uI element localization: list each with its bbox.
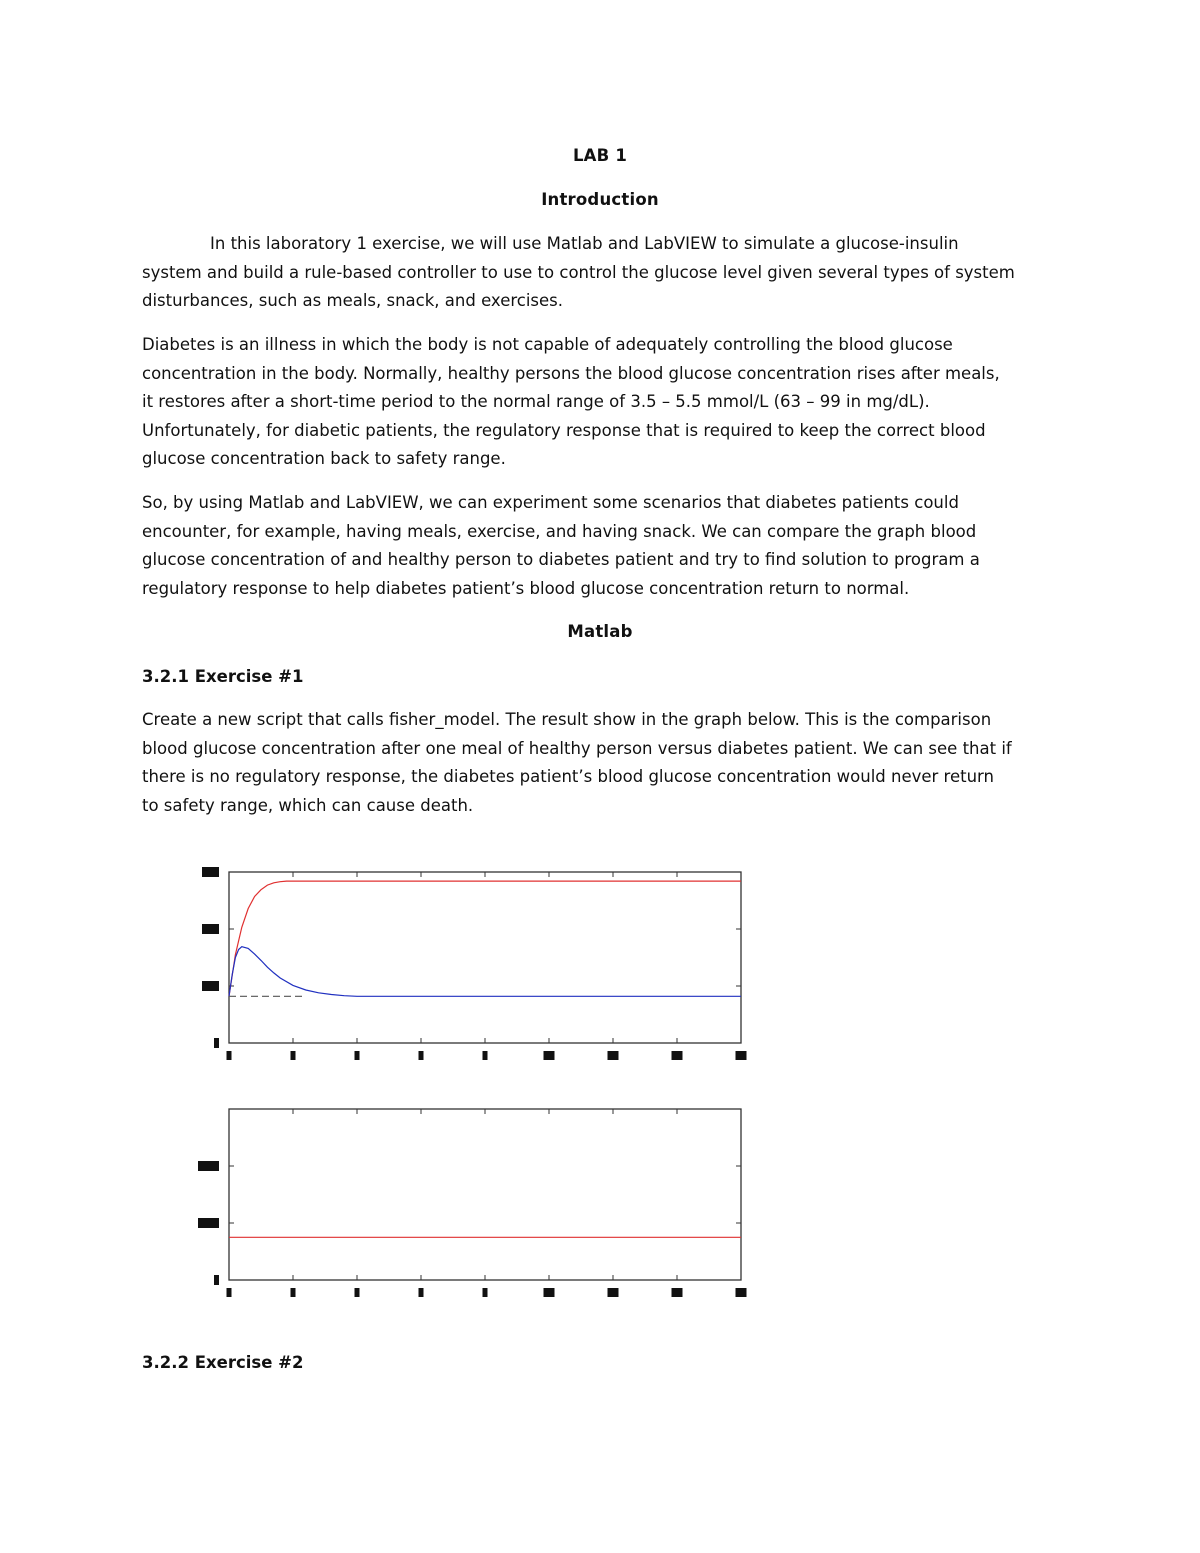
text-line: Create a new script that calls fisher_model. The result show in the graph below. This is the comparison	[142, 710, 992, 729]
exercise2-heading: 3.2.2 Exercise #2	[142, 1353, 304, 1372]
diabetes-paragraph	[142, 331, 1072, 474]
x-tick-label	[291, 1288, 296, 1297]
text-line: regulatory response to help diabetes patient’s blood glucose concentration return to normal.	[142, 578, 910, 598]
exercise1-figure	[140, 838, 800, 1338]
x-tick-label	[419, 1288, 424, 1297]
x-tick-label	[672, 1051, 683, 1060]
intro-paragraph	[142, 230, 1072, 316]
x-tick-label	[608, 1051, 619, 1060]
x-tick-label	[227, 1051, 232, 1060]
text-line: to safety range, which can cause death.	[142, 795, 474, 815]
y-tick-label	[202, 867, 219, 877]
x-tick-label	[672, 1288, 683, 1297]
x-tick-label	[291, 1051, 296, 1060]
y-tick-label	[202, 924, 219, 934]
text-line: disturbances, such as meals, snack, and exercises.	[142, 291, 564, 310]
x-tick-label	[483, 1051, 488, 1060]
text-line: Unfortunately, for diabetic patients, the regulatory response that is required to keep the correct blood	[142, 420, 986, 440]
matlab-heading: Matlab	[567, 622, 633, 641]
y-tick-label	[214, 1275, 219, 1285]
document-title: LAB 1	[572, 146, 628, 165]
text-line: there is no regulatory response, the diabetes patient’s blood glucose concentration would never return	[142, 767, 995, 786]
introduction-heading: Introduction	[541, 190, 659, 209]
text-line: concentration in the body. Normally, healthy persons the blood glucose concentration rises after meals,	[142, 363, 1000, 383]
x-tick-label	[355, 1288, 360, 1297]
x-tick-label	[227, 1288, 232, 1297]
x-tick-label	[608, 1288, 619, 1297]
text-line: blood glucose concentration after one meal of healthy person versus diabetes patient. We can see that if	[142, 738, 1012, 758]
x-tick-label	[544, 1288, 555, 1297]
text-line: it restores after a short-time period to the normal range of 3.5 – 5.5 mmol/L (63 – 99 in mg/dL).	[142, 392, 930, 411]
x-tick-label	[736, 1051, 747, 1060]
x-tick-label	[483, 1288, 488, 1297]
y-tick-label	[202, 981, 219, 991]
text-line: Diabetes is an illness in which the body is not capable of adequately controlling the blood glucose	[142, 335, 953, 354]
y-tick-label	[198, 1161, 219, 1171]
text-line: glucose concentration of and healthy person to diabetes patient and try to find solution to program a	[142, 550, 980, 569]
y-tick-label	[214, 1038, 219, 1048]
x-tick-label	[544, 1051, 555, 1060]
y-tick-label	[198, 1218, 219, 1228]
matlab-labview-paragraph	[142, 489, 1072, 603]
text-line: encounter, for example, having meals, exercise, and having snack. We can compare the graph blood	[142, 521, 977, 541]
figure-background	[140, 838, 800, 1338]
exercise1-heading: 3.2.1 Exercise #1	[142, 667, 304, 686]
x-tick-label	[736, 1288, 747, 1297]
text-line: In this laboratory 1 exercise, we will use Matlab and LabVIEW to simulate a glucose-insulin	[210, 234, 959, 253]
x-tick-label	[419, 1051, 424, 1060]
text-line: So, by using Matlab and LabVIEW, we can experiment some scenarios that diabetes patients could	[142, 493, 959, 512]
exercise1-paragraph	[142, 706, 1072, 820]
text-line: system and build a rule-based controller to use to control the glucose level given several types of system	[142, 262, 1015, 282]
x-tick-label	[355, 1051, 360, 1060]
text-line: glucose concentration back to safety range.	[142, 449, 506, 468]
